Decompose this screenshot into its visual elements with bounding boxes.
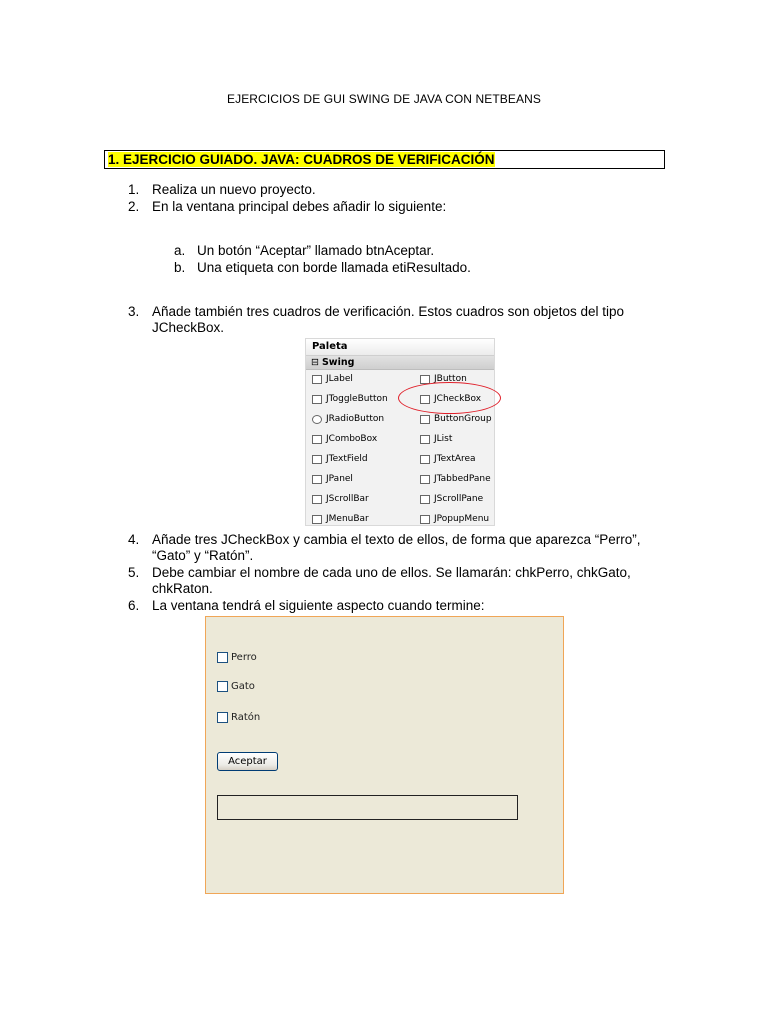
panel-icon xyxy=(312,475,322,484)
aceptar-button: Aceptar xyxy=(217,752,278,771)
step-3-number: 3. xyxy=(128,304,140,319)
scroll-bar-icon xyxy=(312,495,322,504)
text-area-icon xyxy=(420,455,430,464)
section-heading xyxy=(104,150,665,169)
popup-menu-icon xyxy=(420,515,430,524)
button-group-icon xyxy=(420,415,430,424)
substep-a-letter: a. xyxy=(174,243,186,258)
palette-item-jtogglebutton: JToggleButton xyxy=(312,393,388,405)
checkbox-raton xyxy=(217,712,260,723)
palette-item-jbutton: JButton xyxy=(420,373,467,385)
step-2-text: En la ventana principal debes añadir lo siguiente: xyxy=(152,199,447,214)
step-5-number: 5. xyxy=(128,565,140,580)
text-field-icon xyxy=(312,455,322,464)
checkbox-gato-label: Gato xyxy=(231,681,255,692)
step-6-number: 6. xyxy=(128,598,140,613)
palette-item-jtabbedpane: JTabbedPane xyxy=(420,473,491,485)
combo-box-icon xyxy=(312,435,322,444)
step-6-text: La ventana tendrá el siguiente aspecto cuando termine: xyxy=(152,598,485,613)
substep-b-text: Una etiqueta con borde llamada etiResultado. xyxy=(197,260,471,275)
palette-title: Paleta xyxy=(306,339,494,356)
checkbox-gato xyxy=(217,681,255,692)
step-1-text: Realiza un nuevo proyecto. xyxy=(152,182,316,197)
palette-item-jtextfield: JTextField xyxy=(312,453,368,465)
step-4-text-line2: “Gato” y “Ratón”. xyxy=(152,548,254,563)
radio-button-icon xyxy=(312,415,322,424)
section-heading-text: . EJERCICIO GUIADO. JAVA: CUADROS DE VERIFICACIÓN xyxy=(115,152,495,167)
step-1-number: 1. xyxy=(128,182,140,197)
collapse-icon: ⊟ xyxy=(311,357,319,368)
tabbed-pane-icon xyxy=(420,475,430,484)
checkbox-box xyxy=(217,712,228,723)
scroll-pane-icon xyxy=(420,495,430,504)
palette-item-jcombobox: JComboBox xyxy=(312,433,377,445)
palette-item-jradiobutton: JRadioButton xyxy=(312,413,384,425)
checkbox-raton-label: Ratón xyxy=(231,712,261,723)
jcheckbox-highlight-ellipse xyxy=(398,382,501,414)
checkbox-box xyxy=(217,652,228,663)
checkbox-perro-label: Perro xyxy=(231,652,257,663)
step-4-text-line1: Añade tres JCheckBox y cambia el texto de ellos, de forma que aparezca “Perro”, xyxy=(152,532,641,547)
palette-item-jscrollbar: JScrollBar xyxy=(312,493,369,505)
palette-item-jcheckbox: JCheckBox xyxy=(420,393,481,405)
palette-item-jpopupmenu: JPopupMenu xyxy=(420,513,489,525)
palette-category-swing xyxy=(306,356,494,370)
substep-a-text: Un botón “Aceptar” llamado btnAceptar. xyxy=(197,243,435,258)
palette-screenshot xyxy=(305,338,495,526)
palette-item-jlabel: JLabel xyxy=(312,373,353,385)
palette-item-jlist: JList xyxy=(420,433,452,445)
step-5-text-line1: Debe cambiar el nombre de cada uno de ellos. Se llamarán: chkPerro, chkGato, xyxy=(152,565,631,580)
step-4-number: 4. xyxy=(128,532,140,547)
palette-item-buttongroup: ButtonGroup xyxy=(420,413,492,425)
palette-category-label: Swing xyxy=(321,357,355,368)
document-title: EJERCICIOS DE GUI SWING DE JAVA CON NETBEANS xyxy=(226,92,541,106)
palette-item-jmenubar: JMenuBar xyxy=(312,513,369,525)
step-5-text-line2: chkRaton. xyxy=(152,581,213,596)
substep-b-letter: b. xyxy=(174,260,186,275)
section-number: 1 xyxy=(108,152,116,167)
palette-item-jscrollpane: JScrollPane xyxy=(420,493,483,505)
menu-bar-icon xyxy=(312,515,322,524)
list-icon xyxy=(420,435,430,444)
label-icon xyxy=(312,375,322,384)
step-3-text-line2: JCheckBox. xyxy=(152,320,225,335)
checkbox-box xyxy=(217,681,228,692)
step-3-text-line1: Añade también tres cuadros de verificación. Estos cuadros son objetos del tipo xyxy=(152,304,625,319)
step-2-number: 2. xyxy=(128,199,140,214)
toggle-button-icon xyxy=(312,395,322,404)
palette-item-jtextarea: JTextArea xyxy=(420,453,476,465)
eti-resultado-label xyxy=(217,795,518,820)
button-icon xyxy=(420,375,430,384)
palette-item-jpanel: JPanel xyxy=(312,473,353,485)
checkbox-perro xyxy=(217,652,257,663)
result-window-screenshot xyxy=(205,616,564,894)
